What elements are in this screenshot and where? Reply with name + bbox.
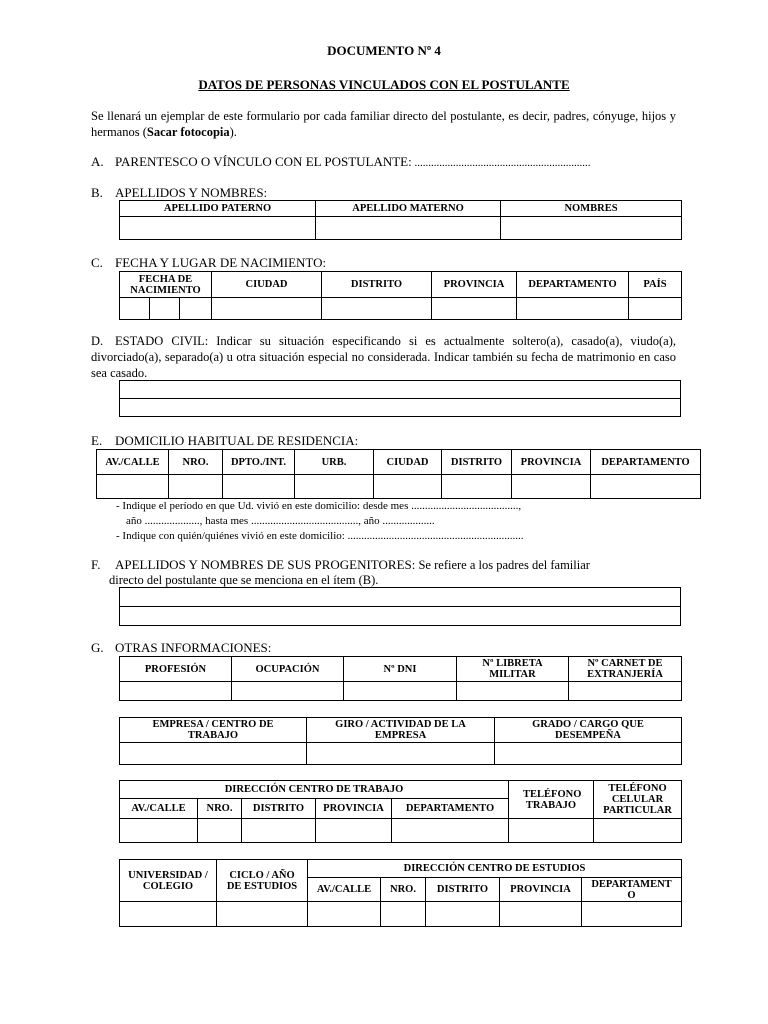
header-av-calle: AV./CALLE (97, 450, 169, 475)
input-cell[interactable] (198, 819, 242, 843)
header-distrito: DISTRITO (426, 878, 500, 902)
section-letter: E. (91, 433, 103, 448)
input-cell[interactable] (97, 475, 169, 499)
section-label: OTRAS INFORMACIONES: (115, 640, 272, 655)
work-address-table (119, 780, 682, 843)
header-nro: NRO. (169, 450, 223, 475)
header-telefono-trabajo: TELÉFONO TRABAJO (509, 781, 594, 819)
input-cell[interactable] (212, 298, 322, 320)
document-subtitle (0, 77, 768, 93)
section-label: DOMICILIO HABITUAL DE RESIDENCIA: (115, 433, 359, 448)
section-b (91, 185, 267, 201)
header-apellido-materno: APELLIDO MATERNO (316, 201, 501, 217)
input-cell[interactable] (223, 475, 295, 499)
input-cell[interactable] (316, 819, 392, 843)
input-cell[interactable] (594, 819, 682, 843)
input-row[interactable] (120, 381, 681, 399)
section-g (91, 640, 271, 656)
input-cell[interactable] (432, 298, 517, 320)
header-distrito: DISTRITO (442, 450, 512, 475)
civil-status-table (119, 380, 681, 417)
parents-table (119, 587, 681, 626)
header-provincia: PROVINCIA (500, 878, 582, 902)
header-dni: Nº DNI (344, 657, 457, 682)
section-letter: A. (91, 154, 104, 169)
header-ciudad: CIUDAD (212, 272, 322, 298)
names-table (119, 200, 682, 240)
intro-text: Se llenará un ejemplar de este formulario por cada familiar directo del postulante, es decir, padres, cónyuge, hijos y hermanos ( (91, 109, 676, 139)
input-cell[interactable] (120, 682, 232, 701)
input-cell[interactable] (442, 475, 512, 499)
employment-table (119, 717, 682, 765)
section-label: APELLIDOS Y NOMBRES DE SUS PROGENITORES: (115, 557, 416, 572)
input-cell[interactable] (242, 819, 316, 843)
input-cell[interactable] (509, 819, 594, 843)
header-empresa: EMPRESA / CENTRO DE TRABAJO (120, 718, 307, 743)
header-pais: PAÍS (629, 272, 682, 298)
header-apellido-paterno: APELLIDO PATERNO (120, 201, 316, 217)
header-grado: GRADO / CARGO QUE DESEMPEÑA (495, 718, 682, 743)
section-a (91, 154, 590, 170)
input-cell[interactable] (457, 682, 569, 701)
cohabitants-note: - Indique con quién/quiénes vivió en este domicilio: ................................................................ (116, 530, 524, 542)
header-telefono-celular: TELÉFONO CELULAR PARTICULAR (594, 781, 682, 819)
header-profesion: PROFESIÓN (120, 657, 232, 682)
fill-dots: ................................................................ (411, 157, 591, 169)
header-ciudad: CIUDAD (374, 450, 442, 475)
header-dpto-int: DPTO./INT. (223, 450, 295, 475)
input-cell[interactable] (374, 475, 442, 499)
header-direccion-trabajo: DIRECCIÓN CENTRO DE TRABAJO (120, 781, 509, 799)
section-letter: G. (91, 640, 104, 655)
input-cell[interactable] (120, 217, 316, 240)
intro-paragraph (91, 108, 676, 140)
input-cell[interactable] (512, 475, 591, 499)
section-label: APELLIDOS Y NOMBRES: (115, 185, 268, 200)
input-cell[interactable] (426, 902, 500, 927)
header-nro: NRO. (381, 878, 426, 902)
birth-table (119, 271, 682, 320)
header-ocupacion: OCUPACIÓN (232, 657, 344, 682)
header-distrito: DISTRITO (322, 272, 432, 298)
section-c (91, 255, 326, 271)
section-label: PARENTESCO O VÍNCULO CON EL POSTULANTE: (115, 154, 412, 169)
section-f-cont: directo del postulante que se menciona en el ítem (B). (109, 573, 379, 587)
header-av-calle: AV./CALLE (308, 878, 381, 902)
input-cell[interactable] (169, 475, 223, 499)
header-giro: GIRO / ACTIVIDAD DE LA EMPRESA (307, 718, 495, 743)
header-provincia: PROVINCIA (316, 799, 392, 819)
header-nombres: NOMBRES (501, 201, 682, 217)
input-row[interactable] (120, 607, 681, 626)
intro-bold: Sacar fotocopia (146, 125, 230, 139)
input-row[interactable] (120, 399, 681, 417)
section-letter: F. (91, 557, 101, 572)
input-cell[interactable] (392, 819, 509, 843)
subtitle-text: DATOS DE PERSONAS VINCULADOS CON EL POSTULANTE (198, 77, 570, 92)
profession-table (119, 656, 682, 701)
section-text: Indicar su situación especificando si es actualmente soltero(a), casado(a), viudo(a), divorciado(a), separado(a) u otra situación especial no considerada. Indicar también su fecha de matrimonio en caso sea casado. (91, 334, 676, 380)
header-nro: NRO. (198, 799, 242, 819)
section-f (91, 557, 590, 573)
input-cell[interactable] (120, 743, 307, 765)
header-urb: URB. (295, 450, 374, 475)
header-departamento: DEPARTAMENTO (392, 799, 509, 819)
input-cell[interactable] (295, 475, 374, 499)
input-row[interactable] (120, 588, 681, 607)
study-table (119, 859, 682, 927)
section-letter: B. (91, 185, 103, 200)
input-cell-month[interactable] (150, 298, 180, 320)
section-e (91, 433, 358, 449)
input-cell[interactable] (591, 475, 701, 499)
address-table (96, 449, 701, 499)
section-text: Se refiere a los padres del familiar (415, 558, 590, 572)
section-letter: C. (91, 255, 103, 270)
header-libreta-militar: Nº LIBRETA MILITAR (457, 657, 569, 682)
input-cell-year[interactable] (180, 298, 212, 320)
section-d (91, 333, 676, 381)
input-cell[interactable] (307, 743, 495, 765)
input-cell[interactable] (308, 902, 381, 927)
section-label: FECHA Y LUGAR DE NACIMIENTO: (115, 255, 327, 270)
input-cell[interactable] (501, 217, 682, 240)
input-cell[interactable] (517, 298, 629, 320)
header-carnet-extranjeria: Nº CARNET DE EXTRANJERÍA (569, 657, 682, 682)
input-cell[interactable] (316, 217, 501, 240)
input-cell[interactable] (344, 682, 457, 701)
header-ciclo: CICLO / AÑO DE ESTUDIOS (217, 860, 308, 902)
header-distrito: DISTRITO (242, 799, 316, 819)
header-departamento: DEPARTAMENTO (591, 450, 701, 475)
period-note-cont: año ...................., hasta mes ......................................., año ................... (126, 515, 435, 527)
input-cell[interactable] (629, 298, 682, 320)
header-fecha-nacimiento: FECHA DE NACIMIENTO (120, 272, 212, 298)
input-cell[interactable] (120, 902, 217, 927)
input-cell[interactable] (500, 902, 582, 927)
section-letter: D. (91, 334, 104, 348)
input-cell[interactable] (569, 682, 682, 701)
header-departamento: DEPARTAMENTO (517, 272, 629, 298)
input-cell[interactable] (120, 819, 198, 843)
input-cell[interactable] (217, 902, 308, 927)
header-provincia: PROVINCIA (512, 450, 591, 475)
header-departamento: DEPARTAMENTO (582, 878, 682, 902)
input-cell[interactable] (232, 682, 344, 701)
period-note: - Indique el período en que Ud. vivió en este domicilio: desde mes ......................................., (116, 500, 522, 512)
document-title: DOCUMENTO Nº 4 (327, 43, 441, 58)
input-cell-day[interactable] (120, 298, 150, 320)
input-cell[interactable] (381, 902, 426, 927)
header-universidad: UNIVERSIDAD / COLEGIO (120, 860, 217, 902)
header-provincia: PROVINCIA (432, 272, 517, 298)
header-av-calle: AV./CALLE (120, 799, 198, 819)
intro-end: ). (229, 125, 237, 139)
section-label: ESTADO CIVIL: (115, 334, 209, 348)
header-direccion-estudios: DIRECCIÓN CENTRO DE ESTUDIOS (308, 860, 682, 878)
input-cell[interactable] (582, 902, 682, 927)
input-cell[interactable] (322, 298, 432, 320)
input-cell[interactable] (495, 743, 682, 765)
